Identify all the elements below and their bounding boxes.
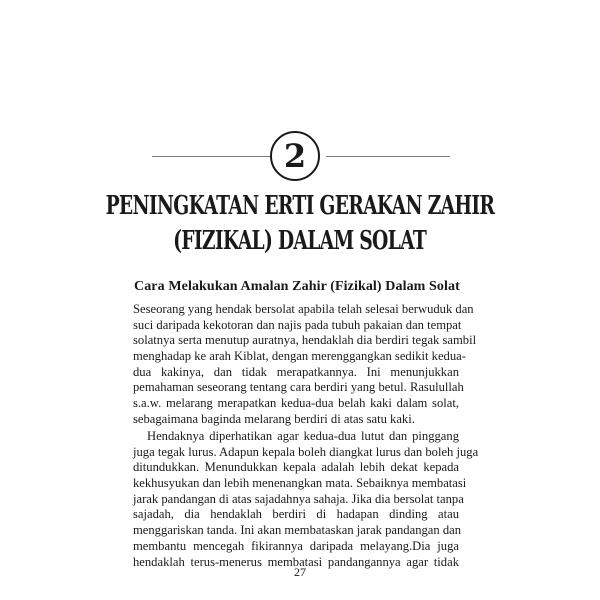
paragraph-line: sebagaimana baginda melarang berdiri di atas satu kaki. [133,411,415,426]
chapter-title-text-2: (FIZIKAL) DALAM SOLAT [173,226,427,256]
paragraph-line: hendaklah terus-menerus membatasi pandangannya agar tidak [133,554,459,569]
paragraph-line: sajadah, dia hendaklah berdiri di hadapan dinding atau [133,507,459,522]
chapter-number-badge [270,131,320,181]
chapter-rule-left [152,156,270,157]
paragraph-line: Seseorang yang hendak bersolat apabila telah selesai berwuduk dan [133,302,474,316]
paragraph-line: s.a.w. melarang merapatkan kedua-dua belah kaki dalam solat, [133,396,459,411]
paragraph-line: solatnya serta menutup auratnya, hendaklah dia berdiri tegak sambil [133,333,477,348]
paragraph-line: pemahaman seseorang tentang cara berdiri yang betul. Rasulullah [133,380,464,395]
section-heading: Cara Melakukan Amalan Zahir (Fizikal) Dalam Solat [134,279,460,294]
paragraph-2 [133,429,479,570]
chapter-title-text-1: PENINGKATAN ERTI GERAKAN ZAHIR [105,191,495,221]
paragraph-line: kekhusyukan dan lebih menenangkan mata. Sebaiknya membatasi [133,476,467,491]
paragraph-line: juga tegak lurus. Adapun kepala boleh diangkat lurus dan boleh juga [133,444,479,459]
chapter-title-line-2 [0,226,600,256]
paragraph-line: menghadap ke arah Kiblat, dengan merenggangkan sedikit kedua- [133,349,466,364]
paragraph-line: jarak pandangan di atas sajadahnya sahaja. Jika dia bersolat tanpa [133,491,464,506]
paragraph-line: dua kakinya, dan tidak merapatkannya. Ini menunjukkan [133,364,459,379]
paragraph-1 [133,302,477,428]
chapter-number: 2 [283,137,307,175]
chapter-title-line-1 [0,191,600,221]
paragraph-line: membantu mencegah fikirannya daripada melayang.Dia juga [133,538,459,553]
paragraph-line: Hendaknya diperhatikan agar kedua-dua lutut dan pinggang [147,429,459,443]
paragraph-line: ditundukkan. Menundukkan kepala adalah lebih dekat kepada [133,460,459,475]
chapter-rule-right [326,156,450,157]
paragraph-line: suci daripada kekotoran dan najis pada tubuh pakaian dan tempat [133,317,462,332]
paragraph-line: menggariskan tanda. Ini akan membataskan jarak pandangan dan [133,523,462,538]
page-number: 27 [294,565,306,579]
